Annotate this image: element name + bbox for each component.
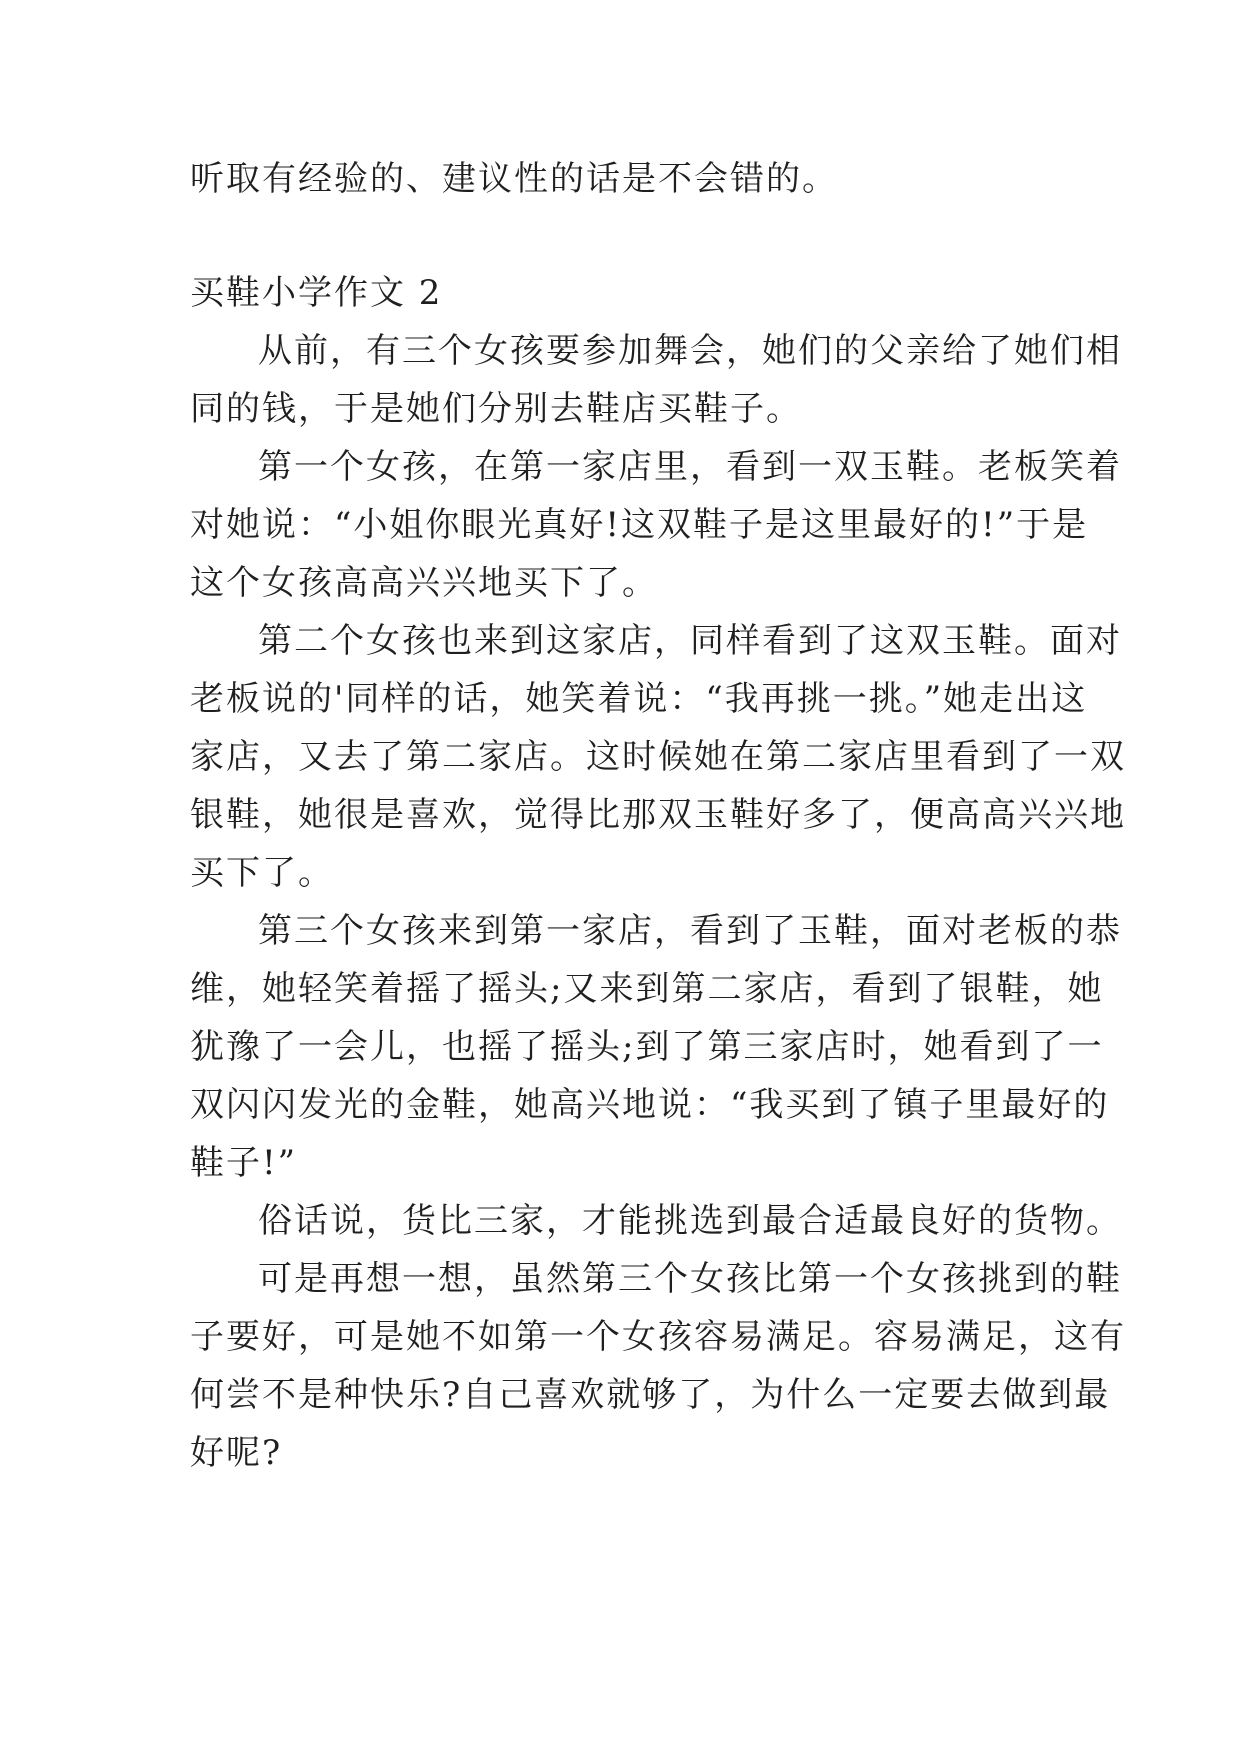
paragraph-line: 买下了。 [190,853,334,893]
paragraph-line: 鞋子!” [190,1143,298,1183]
paragraph-line: 维，她轻笑着摇了摇头;又来到第二家店，看到了银鞋，她 [190,969,1104,1009]
paragraph-line: 家店，又去了第二家店。这时候她在第二家店里看到了一双 [190,737,1126,777]
document-body [190,150,1126,1482]
paragraph-line: 银鞋，她很是喜欢，觉得比那双玉鞋好多了，便高高兴兴地 [190,795,1126,835]
paragraph-line: 同的钱，于是她们分别去鞋店买鞋子。 [190,389,802,429]
paragraph-line: 俗话说，货比三家，才能挑选到最合适最良好的货物。 [258,1201,1122,1241]
paragraph-line: 何尝不是种快乐?自己喜欢就够了，为什么一定要去做到最 [190,1375,1111,1415]
paragraph-line: 第一个女孩，在第一家店里，看到一双玉鞋。老板笑着 [258,447,1122,487]
text-line: 听取有经验的、建议性的话是不会错的。 [190,159,838,199]
paragraph-line: 从前，有三个女孩要参加舞会，她们的父亲给了她们相 [258,331,1122,371]
paragraph-line: 子要好，可是她不如第一个女孩容易满足。容易满足，这有 [190,1317,1126,1357]
paragraph-gap [190,208,1070,264]
paragraph-line: 这个女孩高高兴兴地买下了。 [190,563,658,603]
paragraph-line: 第二个女孩也来到这家店，同样看到了这双玉鞋。面对 [258,621,1122,661]
paragraph-line: 可是再想一想，虽然第三个女孩比第一个女孩挑到的鞋 [258,1259,1122,1299]
paragraph-line: 老板说的'同样的话，她笑着说：“我再挑一挑。”她走出这 [190,679,1088,719]
paragraph-line: 双闪闪发光的金鞋，她高兴地说：“我买到了镇子里最好的 [190,1085,1110,1125]
section-title: 买鞋小学作文 2 [190,273,443,313]
paragraph-line: 对她说：“小姐你眼光真好!这双鞋子是这里最好的!”于是 [190,505,1089,545]
paragraph-line: 第三个女孩来到第一家店，看到了玉鞋，面对老板的恭 [258,911,1122,951]
paragraph-line: 犹豫了一会儿，也摇了摇头;到了第三家店时，她看到了一 [190,1027,1104,1067]
paragraph-line: 好呢? [190,1433,283,1473]
